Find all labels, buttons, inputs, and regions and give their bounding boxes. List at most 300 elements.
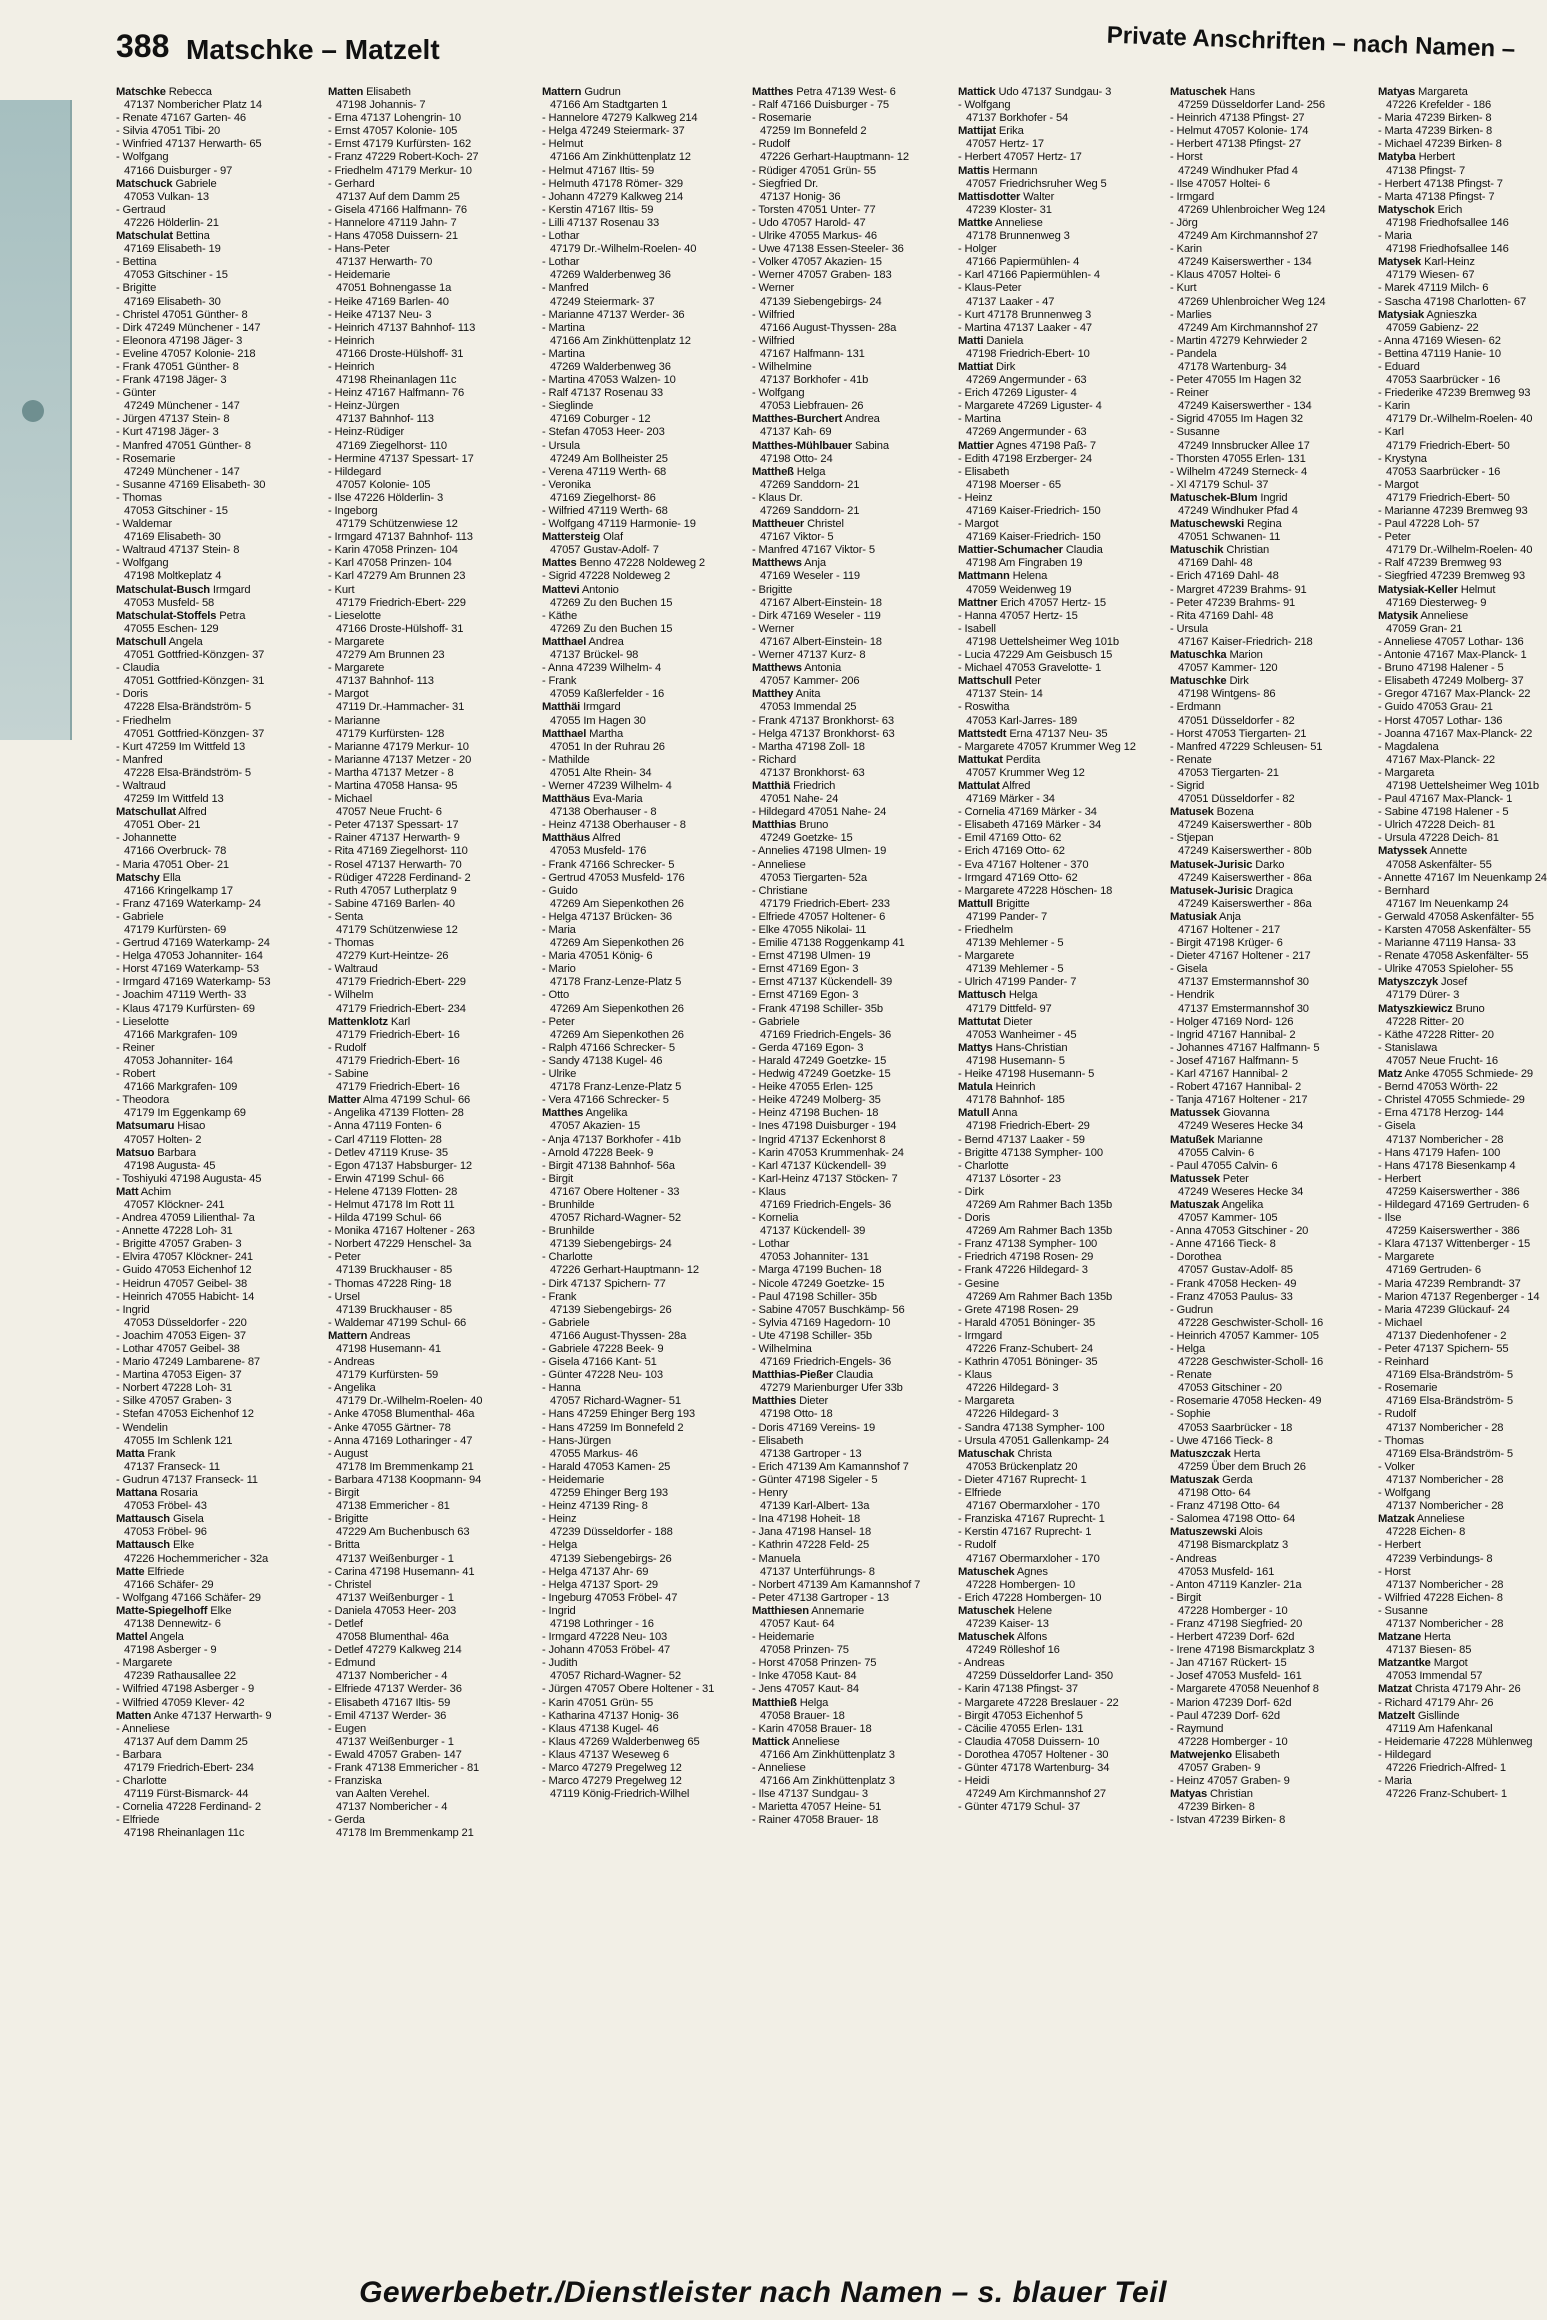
listing-entry: - Wilfried [752,334,795,347]
listing-entry: - Carl 47119 Flotten- 28 [328,1133,442,1146]
listing-entry: Mattern Gudrun [542,86,621,98]
listing-entry: - Dieter 47167 Ruprecht- 1 [958,1473,1087,1486]
surname: Matuschewski [1170,518,1245,531]
listing-entry: 47178 Im Bremmenkamp 21 [336,1827,474,1840]
listing-entry: - Helga 47053 Johanniter- 164 [116,950,263,963]
listing-entry: - Sigrid 47055 Im Hagen 32 [1170,413,1303,426]
surname: Mattke [958,216,993,229]
listing-entry: - Bernhard [1378,884,1430,897]
listing-entry: - Egon 47137 Habsburger- 12 [328,1159,472,1172]
listing-entry: - Sigrid 47228 Noldeweg 2 [542,570,671,583]
listing-entry: - Arnold 47228 Beek- 9 [542,1146,654,1159]
listing-entry: - Stjepan [1170,832,1214,845]
listing-entry: 47051 Ober- 21 [124,819,201,832]
listing-entry: Matyschok Erich [1378,203,1463,216]
listing-entry: - Karl 47166 Papiermühlen- 4 [958,269,1100,282]
surname: Matuszak [1170,1473,1220,1486]
listing-entry: - Hannelore 47279 Kalkweg 214 [542,112,698,125]
listing-entry: Matussek Giovanna [1170,1107,1270,1120]
listing-entry: - Daniela 47053 Heer- 203 [328,1604,457,1617]
listing-entry: - Helga [1170,1343,1206,1355]
listing-entry: 47057 Hertz- 17 [966,138,1044,151]
surname: Mattijat [958,125,996,138]
listing-entry: 47169 Dahl- 48 [1178,557,1253,570]
listing-entry: - Martha 47137 Metzer - 8 [328,766,454,779]
listing-entry: 47178 Bahnhof- 185 [966,1094,1065,1107]
listing-entry: 47249 Kaiserswerther - 134 [1178,400,1312,413]
listing-entry: - Martina 47137 Laaker - 47 [958,321,1093,334]
listing-entry: 47179 Dr.-Wilhelm-Roelen- 40 [336,1395,483,1408]
surname: Matuschek [958,1565,1015,1578]
listing-entry: Mattschull Peter [958,675,1041,688]
listing-entry: - Karin 47053 Krummenhak- 24 [752,1146,904,1159]
listing-entry: - Karl 47279 Am Brunnen 23 [328,570,466,583]
listing-entry: 47137 Nombericher - 28 [1386,1617,1504,1630]
listing-entry: - Klara 47137 Wittenberger - 15 [1378,1238,1531,1251]
listing-entry: - Angelika [328,1382,376,1395]
listing-entry: - Paul 47167 Max-Planck- 1 [1378,793,1513,806]
listing-entry: - Günter 47178 Wartenburg- 34 [958,1762,1110,1774]
listing-entry: 47228 Eichen- 8 [1386,1526,1466,1539]
listing-entry: - Margareta [958,1395,1015,1408]
listing-entry: 47198 Friedhofsallee 146 [1386,216,1509,229]
listing-entry: - Horst 47058 Prinzen- 75 [752,1657,877,1670]
listing-entry: Matschke Rebecca [116,86,212,98]
listing-entry: 47137 Nombericher - 28 [1386,1421,1504,1434]
listing-entry: - Dorothea [1170,1251,1222,1264]
listing-entry: 47198 Uettelsheimer Weg 101b [1386,779,1539,792]
listing-entry: 47053 Tiergarten- 21 [1178,766,1279,779]
listing-entry: 47057 Kaut- 64 [760,1617,835,1630]
listing-entry: - Holger 47169 Nord- 126 [1170,1015,1294,1028]
listing-entry: - Karin 47058 Brauer- 18 [752,1722,872,1735]
listing-column-4 [752,86,964,2266]
surname: Matyba [1378,151,1416,164]
listing-entry: 47269 Am Siepenkothen 26 [550,937,684,950]
surname: Mattutat [958,1015,1001,1028]
surname: Matschullat [116,806,176,819]
listing-entry: - Ursula [542,439,580,452]
surname: Mattisdotter [958,190,1021,203]
listing-entry: 47057 Gustav-Adolf- 85 [1178,1264,1293,1277]
listing-entry: - Gerhard [328,177,375,190]
surname: Mattausch [116,1513,170,1526]
listing-entry: - Martina [542,347,585,360]
listing-entry: - Otto [542,989,570,1002]
listing-entry: - Johannette [116,832,177,845]
surname: Mattier-Schumacher [958,544,1063,557]
listing-entry: - Friedhelm [958,924,1013,936]
listing-entry: 47179 Dr.-Wilhelm-Roelen- 40 [550,243,697,256]
surname: Mattick [752,1735,790,1748]
listing-entry: - Anna 47053 Gitschiner - 20 [1170,1225,1309,1238]
listing-entry: - Anna 47169 Lotharinger - 47 [328,1434,473,1447]
margin-thumb-tab [0,100,72,740]
listing-entry: 47053 Wanheimer - 45 [966,1028,1077,1041]
listing-entry: - Karl 47137 Kückendell- 39 [752,1159,887,1172]
listing-entry: 47178 Wartenburg- 34 [1178,360,1287,373]
listing-entry: - Heinz 47139 Ring- 8 [542,1500,648,1513]
listing-entry: 47249 Am Kirchmannshof 27 [966,1788,1106,1801]
listing-entry: - Reiner [1170,387,1209,400]
listing-entry: - Friedhelm [116,714,171,727]
listing-entry: - Ruth 47057 Lutherplatz 9 [328,884,457,897]
listing-entry: - Rosemarie [752,112,812,125]
listing-entry: 47226 Friedrich-Alfred- 1 [1386,1762,1506,1774]
listing-entry: 47269 Uhlenbroicher Weg 124 [1178,295,1326,308]
listing-entry: - Ingeburg 47053 Fröbel- 47 [542,1591,678,1604]
listing-entry: - Eva 47167 Holtener - 370 [958,858,1089,871]
listing-entry: - Renate 47058 Askenfälter- 55 [1378,950,1529,963]
listing-entry: - Brigitte 47057 Graben- 3 [116,1238,242,1251]
surname: Matschulat-Busch [116,583,210,596]
listing-entry: - Christel 47055 Schmiede- 29 [1378,1094,1525,1107]
listing-entry: - Lucia 47229 Am Geisbusch 15 [958,649,1113,662]
listing-entry: 47179 Dittfeld- 97 [966,1002,1052,1015]
listing-entry: - Peter [328,1251,361,1264]
listing-entry: - Klaus-Peter [958,282,1022,295]
listing-entry: Mattheß Helga [752,465,826,478]
listing-entry: - Ursel [328,1290,360,1303]
listing-entry: Matzane Herta [1378,1631,1451,1644]
listing-entry: - Gisela [1378,1120,1416,1133]
listing-entry: 47198 Augusta- 45 [124,1159,216,1172]
listing-entry: - Peter 47137 Spessart- 17 [328,819,459,832]
listing-entry: - Emil 47137 Werder- 36 [328,1709,447,1722]
surname: Matthieß [752,1696,797,1709]
listing-entry: 47139 Bruckhauser - 85 [336,1264,453,1277]
listing-entry: - Ernst 47169 Egon- 3 [752,989,859,1002]
listing-entry: 47053 Saarbrücker - 16 [1386,465,1501,478]
listing-entry: 47053 Düsseldorfer - 220 [124,1316,247,1329]
listing-entry: - Gertrud 47053 Musfeld- 176 [542,871,685,884]
listing-entry: - Wilhelmine [752,360,812,373]
listing-entry: - Charlotte [542,1251,593,1264]
listing-entry: 47137 Bahnhof- 113 [336,413,434,426]
listing-entry: - Sascha 47198 Charlotten- 67 [1378,295,1527,308]
listing-entry: 47119 Dr.-Hammacher- 31 [336,701,465,714]
listing-entry: - Heinrich 47137 Bahnhof- 113 [328,321,476,334]
listing-entry: - Stefan 47053 Heer- 203 [542,426,665,439]
listing-entry: Matzantke Margot [1378,1657,1468,1670]
listing-entry: - Margarete [328,635,385,648]
surname: Mattusch [958,989,1006,1002]
listing-entry: - Krystyna [1378,452,1427,465]
listing-entry: - Renate [1170,1369,1212,1382]
listing-entry: 47057 Graben- 9 [1178,1762,1261,1774]
listing-entry: - Johann 47053 Fröbel- 47 [542,1644,671,1657]
listing-entry: - Britta [328,1539,360,1552]
listing-entry: - Frank [542,675,577,688]
listing-entry: - Karin [1378,400,1410,413]
listing-entry: 47198 Otto- 64 [1178,1487,1251,1500]
listing-entry: - Paul 47055 Calvin- 6 [1170,1159,1278,1172]
surname: Matuschek [958,1604,1015,1617]
listing-entry: 47269 Angermunder - 63 [966,426,1087,439]
listing-entry: - Günter 47198 Sigeler - 5 [752,1473,878,1486]
surname: Matthias [752,819,797,832]
listing-entry: 47269 Am Siepenkothen 26 [550,1028,684,1041]
listing-entry: 47139 Siebengebirgs- 24 [760,295,882,308]
listing-entry: - Rosemarie 47058 Hecken- 49 [1170,1395,1322,1408]
listing-entry: - Gabriele 47228 Beek- 9 [542,1343,664,1355]
listing-entry: Matta Frank [116,1447,176,1460]
listing-entry: 47137 Nombericher - 28 [1386,1578,1504,1591]
listing-entry: 47249 Weseres Hecke 34 [1178,1120,1304,1133]
surname: Matthäus [542,793,590,806]
listing-entry: - Käthe 47228 Ritter- 20 [1378,1028,1494,1041]
listing-entry: 47178 Brunnenweg 3 [966,230,1070,243]
listing-entry: - Emil 47169 Otto- 62 [958,832,1062,845]
listing-entry: Mattheuer Christel [752,518,844,531]
listing-entry: Matuschka Marion [1170,649,1263,662]
listing-entry: - Detlef [328,1617,363,1630]
listing-entry: - Heidrun 47057 Geibel- 38 [116,1277,248,1290]
listing-entry: - Sandra 47138 Sympher- 100 [958,1421,1105,1434]
listing-entry: - Harald 47249 Goetzke- 15 [752,1054,887,1067]
listing-entry: - Hildegard 47051 Nahe- 24 [752,806,887,819]
listing-entry: - Marta 47239 Birken- 8 [1378,125,1493,138]
listing-entry: - Heinrich 47138 Pfingst- 27 [1170,112,1305,125]
listing-entry: 47059 Gran- 21 [1386,622,1463,635]
listing-entry: - Michael [328,793,373,806]
listing-entry: - Hans-Peter [328,243,390,256]
listing-entry: - Tanja 47167 Holtener - 217 [1170,1094,1308,1107]
listing-entry: 47228 Geschwister-Scholl- 16 [1178,1316,1324,1329]
listing-entry: - Horst [1378,1565,1411,1578]
listing-entry: 47259 Ehinger Berg 193 [550,1487,668,1500]
listing-entry: Matschulat Bettina [116,230,210,243]
listing-entry: - Helmut 47178 Im Rott 11 [328,1198,455,1211]
listing-entry: - Henry [752,1487,788,1500]
listing-entry: - Irmgard [958,1329,1003,1342]
listing-entry: 47057 Richard-Wagner- 51 [550,1395,681,1408]
listing-entry: Matuschek-Blum Ingrid [1170,491,1288,504]
listing-entry: - Klaus 47057 Holtei- 6 [1170,269,1281,282]
listing-entry: - Margarete 47057 Krummer Weg 12 [958,740,1136,753]
listing-entry: 47059 Kaßlerfelder - 16 [550,688,665,701]
listing-entry: - Michael 47239 Birken- 8 [1378,138,1502,151]
listing-entry: - Renate [1170,753,1212,766]
listing-entry: - Salomea 47198 Otto- 64 [1170,1513,1296,1526]
surname: Matuschka [1170,649,1227,662]
surname: Mattersteig [542,531,601,544]
surname: Matt [116,1185,139,1198]
listing-entry: - Mario [542,963,576,976]
listing-entry: 47229 Am Buchenbusch 63 [336,1526,470,1539]
listing-entry: - Margarete 47058 Neuenhof 8 [1170,1683,1319,1696]
listing-entry: - Johannes 47167 Halfmann- 5 [1170,1041,1320,1054]
listing-entry: Matuszak Angelika [1170,1198,1264,1211]
listing-entry: - Paul 47198 Schiller- 35b [752,1290,877,1303]
listing-entry: 47167 Im Neuenkamp 24 [1386,897,1509,910]
listing-entry: - Brunhilde [542,1198,595,1211]
listing-entry: - Gudrun [1170,1303,1213,1316]
listing-entry: - Ulrike 47053 Spieloher- 55 [1378,963,1514,976]
listing-entry: - Irmgard 47169 Waterkamp- 53 [116,976,271,989]
listing-column-5 [958,86,1170,2266]
listing-column-2 [328,86,540,2266]
listing-entry: 47279 Kurt-Heintze- 26 [336,950,449,963]
listing-entry: 47057 Kammer- 120 [1178,662,1278,675]
listing-entry: - Silvia 47051 Tibi- 20 [116,125,221,138]
listing-entry: Matyas Margareta [1378,86,1468,98]
surname: Mattschull [958,675,1012,688]
listing-entry: - Ralph 47166 Schrecker- 5 [542,1041,675,1054]
listing-entry: 47057 Kolonie- 105 [336,478,431,491]
listing-entry: - Heinz-Jürgen [328,400,400,413]
listing-entry: Matthiä Friedrich [752,779,836,792]
listing-entry: 47179 Schützenwiese 12 [336,924,458,936]
listing-entry: - Anna 47239 Wilhelm- 4 [542,662,662,675]
listing-entry: 47179 Friedrich-Ebert- 229 [336,976,466,989]
listing-entry: - Horst 47057 Lothar- 136 [1378,714,1503,727]
listing-entry: 47228 Homberger - 10 [1178,1604,1288,1617]
listing-entry: - Franz 47198 Siegfried- 20 [1170,1617,1303,1630]
listing-entry: - Ingrid [116,1303,150,1316]
listing-entry: 47137 Nombericher - 4 [336,1801,448,1814]
listing-entry: - Hans 47179 Hafen- 100 [1378,1146,1501,1159]
surname: Matysiak-Keller [1378,583,1458,596]
listing-entry: - Lieselotte [328,609,381,622]
listing-entry: - Ilse 47137 Sundgau- 3 [752,1788,868,1801]
listing-entry: - Friederike 47239 Bremweg 93 [1378,387,1531,400]
listing-entry: - Sylvia 47169 Hagedorn- 10 [752,1316,891,1329]
listing-entry: - Elke 47055 Nikolai- 11 [752,924,867,936]
surname: Mattausch [116,1539,170,1552]
listing-entry: 47169 Elsa-Brändström- 5 [1386,1447,1513,1460]
listing-entry: - Jürgen 47137 Stein- 8 [116,413,230,426]
listing-entry: 47179 Kurfürsten- 59 [336,1369,439,1382]
listing-entry: 47198 Otto- 24 [760,452,833,465]
listing-entry: Matthews Antonia [752,662,842,675]
listing-entry: - Dirk 47137 Spichern- 77 [542,1277,666,1290]
listing-entry: - Karin 47058 Prinzen- 104 [328,544,458,557]
listing-entry: 47269 Walderbenweg 36 [550,360,671,373]
listing-entry: - Pandela [1170,347,1217,360]
listing-entry: 47166 Am Zinkhüttenplatz 12 [550,334,691,347]
listing-entry: - Heidemarie [328,269,391,282]
surname: Mattevi [542,583,580,596]
listing-entry: - Ursula [1170,622,1208,635]
surname: Mattick [958,86,996,98]
listing-entry: 47249 Kaiserswerther - 86a [1178,897,1312,910]
listing-entry: - Marianne 47137 Werder- 36 [542,308,685,321]
listing-entry: - Gabriele [542,1316,590,1329]
listing-entry: - Karl [1378,426,1404,439]
listing-entry: Mattisdotter Walter [958,190,1055,203]
listing-entry: 47259 Düsseldorfer Land- 256 [1178,99,1325,112]
listing-entry: 47137 Laaker - 47 [966,295,1055,308]
listing-entry: 47179 Dürer- 3 [1386,989,1460,1002]
listing-entry: 47169 Elisabeth- 30 [124,531,221,544]
listing-entry: 47226 Hölderlin- 21 [124,216,219,229]
listing-entry: 47169 Kaiser-Friedrich- 150 [966,531,1101,544]
listing-entry: Mattausch Gisela [116,1513,204,1526]
listing-entry: - Anton 47119 Kanzler- 21a [1170,1578,1302,1591]
listing-entry: 47167 Albert-Einstein- 18 [760,635,882,648]
listing-entry: 47057 Krummer Weg 12 [966,766,1085,779]
listing-entry: - Michael [1378,1316,1423,1329]
surname: Matzantke [1378,1657,1431,1670]
surname: Matti [958,334,984,347]
listing-entry: - Barbara 47138 Koopmann- 94 [328,1473,482,1486]
listing-entry: - Siegfried Dr. [752,177,819,190]
listing-entry: 47137 Stein- 14 [966,688,1043,701]
listing-entry: - Ingrid [542,1604,576,1617]
listing-entry: 47169 Weseler - 119 [760,570,860,583]
listing-entry: - Wilfried 47228 Eichen- 8 [1378,1591,1503,1604]
surname: Matußek [1170,1133,1215,1146]
surname: Matyssek [1378,845,1428,858]
listing-entry: 47167 Max-Planck- 22 [1386,753,1495,766]
listing-entry: Matschuck Gabriele [116,177,217,190]
listing-entry: Matuschek Alfons [958,1631,1048,1644]
surname: Mattis [958,164,990,177]
listing-entry: - Marianne 47179 Merkur- 10 [328,740,469,753]
listing-entry: Matyas Christian [1170,1788,1253,1801]
listing-entry: Matuszewski Alois [1170,1526,1263,1539]
listing-entry: Matt Achim [116,1185,172,1198]
listing-entry: 47166 Markgrafen- 109 [124,1028,238,1041]
listing-entry: 47167 Obermarxloher - 170 [966,1552,1100,1565]
listing-entry: 47249 Kaiserswerther - 80b [1178,819,1312,832]
listing-entry: - Kurt [328,583,355,596]
listing-entry: - Jürgen 47057 Obere Holtener - 31 [542,1683,715,1696]
listing-entry: - Kurt 47198 Jäger- 3 [116,426,219,439]
listing-entry: - Helga 47137 Bronkhorst- 63 [752,727,895,740]
surname: Matzane [1378,1631,1422,1644]
listing-entry: 47166 Am Zinkhüttenplatz 12 [550,151,691,164]
listing-entry: - Hanna [542,1382,581,1395]
listing-entry: - Wilhelm [328,989,374,1002]
listing-entry: Matwejenko Elisabeth [1170,1748,1280,1761]
listing-entry: - Klaus [958,1369,992,1382]
listing-entry: - Frank [542,1290,577,1303]
surname: Matyszkiewicz [1378,1002,1453,1015]
listing-entry: - Ulrike 47055 Markus- 46 [752,230,877,243]
listing-entry: - Maria [542,924,576,936]
listing-entry: 47051 Alte Rhein- 34 [550,766,652,779]
surname: Matula [958,1081,993,1094]
listing-entry: - Annette 47228 Loh- 31 [116,1225,233,1238]
listing-entry: 47137 Bronkhorst- 63 [760,766,865,779]
listing-entry: - Margot [328,688,369,701]
listing-entry: 47053 Gitschiner - 15 [124,505,228,517]
listing-entry: - Manfred 47167 Viktor- 5 [752,544,875,557]
surname: Matschke [116,86,166,98]
listing-entry: - Christiane [752,884,808,897]
listing-entry: 47228 Geschwister-Scholl- 16 [1178,1356,1324,1369]
listing-entry: 47058 Brauer- 18 [760,1709,845,1722]
listing-entry: - Josef 47167 Halfmann- 5 [1170,1054,1299,1067]
listing-entry: 47198 Friedrich-Ebert- 10 [966,347,1090,360]
listing-entry: Mattull Brigitte [958,897,1030,910]
listing-entry: - Heike 47249 Molberg- 35 [752,1094,881,1107]
listing-entry: Matyba Herbert [1378,151,1455,164]
listing-entry: 47166 August-Thyssen- 28a [550,1329,687,1342]
listing-entry: 47053 Immendal 25 [760,701,857,714]
surname: Matuschak [958,1447,1015,1460]
listing-entry: 47198 Rheinanlagen 11c [124,1827,245,1840]
listing-entry: - Martina [542,321,585,334]
listing-entry: - Kathrin 47051 Böninger- 35 [958,1356,1098,1369]
page-title: Matschke – Matzelt [186,34,440,65]
listing-entry: 47169 Diesterweg- 9 [1386,596,1487,609]
listing-entry: - Ernst 47198 Ulmen- 19 [752,950,871,963]
listing-entry: 47057 Kammer- 105 [1178,1212,1278,1225]
listing-entry: - Marion 47137 Regenberger - 14 [1378,1290,1540,1303]
